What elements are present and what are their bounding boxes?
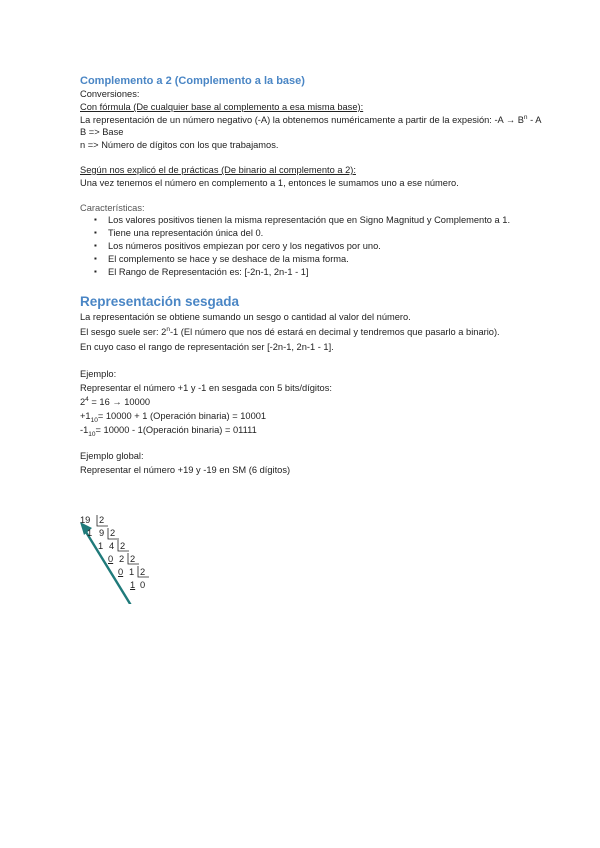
formula-text-end: - A (527, 114, 542, 125)
calc-1-sup: 4 (85, 395, 89, 403)
list-item: ▪ El complemento se hace y se deshace de la misma forma. (108, 253, 595, 266)
example-line: Representar el número +1 y -1 en sesgada con 5 bits/dígitos: (80, 382, 332, 393)
calc-line-2 (80, 409, 595, 423)
calc-1-rest: = 16 → 10000 (88, 396, 151, 407)
remainder-1: 1 (87, 528, 93, 538)
formula-sup: n (523, 113, 528, 121)
sesgada-line-2 (80, 325, 595, 340)
list-item: ▪ Los valores positivos tienen la misma representación que en Signo Magnitud y Complemento a 1. (108, 214, 595, 227)
features-list (80, 214, 595, 279)
remainder-5: 1 (130, 580, 136, 590)
calc-3-a: -1 (80, 424, 89, 435)
calc-3-sub: 10 (88, 430, 96, 438)
quotient-1: 9 (99, 528, 105, 538)
sesgada-line-2-b: -1 (El número que nos dé estará en decimal y tendremos que pasarlo a binario). (169, 326, 500, 337)
formula-text (80, 114, 595, 127)
n-definition: n => Número de dígitos con los que trabajamos. (80, 140, 279, 151)
quotient-5: 0 (140, 580, 146, 590)
sesgada-line-1: La representación se obtiene sumando un sesgo o cantidad al valor del número. (80, 311, 411, 322)
quotient-4: 1 (129, 567, 135, 577)
global-label: Ejemplo global: (80, 450, 144, 461)
practice-text: Una vez tenemos el número en complemento a 1, entonces le sumamos uno a ese número. (80, 177, 459, 188)
list-item: ▪ Tiene una representación única del 0. (108, 227, 595, 240)
divisor: 2 (99, 515, 105, 525)
quotient-2: 4 (109, 541, 115, 551)
section-title-sesgada: Representación sesgada (80, 293, 240, 309)
divisor-4: 2 (130, 554, 136, 564)
calc-line-1 (80, 395, 595, 409)
formula-text-main: La representación de un número negativo (-A) la obtenemos numéricamente a partir de la expesión: -A → B (80, 114, 524, 125)
calc-2-sub: 10 (90, 416, 98, 424)
sesgada-line-3: En cuyo caso el rango de representación ser [-2n-1, 2n-1 - 1]. (80, 341, 334, 352)
practice-heading: Según nos explicó el de prácticas (De binario al complemento a 2): (80, 164, 356, 175)
example-label: Ejemplo: (80, 368, 117, 379)
remainder-4: 0 (118, 567, 124, 577)
divisor-5: 2 (140, 567, 146, 577)
dividend: 19 (80, 515, 91, 525)
divisor-2: 2 (110, 528, 116, 538)
list-item: ▪ Los números positivos empiezan por cero y los negativos por uno. (108, 240, 595, 253)
conversions-label: Conversiones: (80, 89, 140, 99)
document-page (80, 74, 595, 477)
base-definition: B => Base (80, 127, 124, 138)
list-item: ▪ El Rango de Representación es: [-2n-1, 2n-1 - 1] (108, 266, 595, 279)
remainder-2: 1 (98, 541, 104, 551)
calc-line-3 (80, 423, 595, 437)
global-line: Representar el número +19 y -19 en SM (6 dígitos) (80, 464, 291, 475)
features-label: Características: (80, 202, 145, 213)
sesgada-line-2-sup: n (166, 325, 170, 333)
remainder-3: 0 (108, 554, 114, 564)
calc-2-a: +1 (80, 410, 91, 421)
calc-2-b: = 10000 + 1 (Operación binaria) = 10001 (97, 410, 267, 421)
section-title-complemento: Complemento a 2 (Complemento a la base) (80, 75, 305, 87)
divisor-3: 2 (120, 541, 126, 551)
calc-3-b: = 10000 - 1(Operación binaria) = 01111 (95, 424, 257, 435)
formula-heading: Con fórmula (De cualquier base al complemento a esa misma base): (80, 101, 364, 112)
quotient-3: 2 (119, 554, 125, 564)
division-diagram (80, 514, 200, 604)
sesgada-line-2-a: El sesgo suele ser: 2 (80, 326, 167, 337)
calc-1-base: 2 (80, 396, 86, 407)
